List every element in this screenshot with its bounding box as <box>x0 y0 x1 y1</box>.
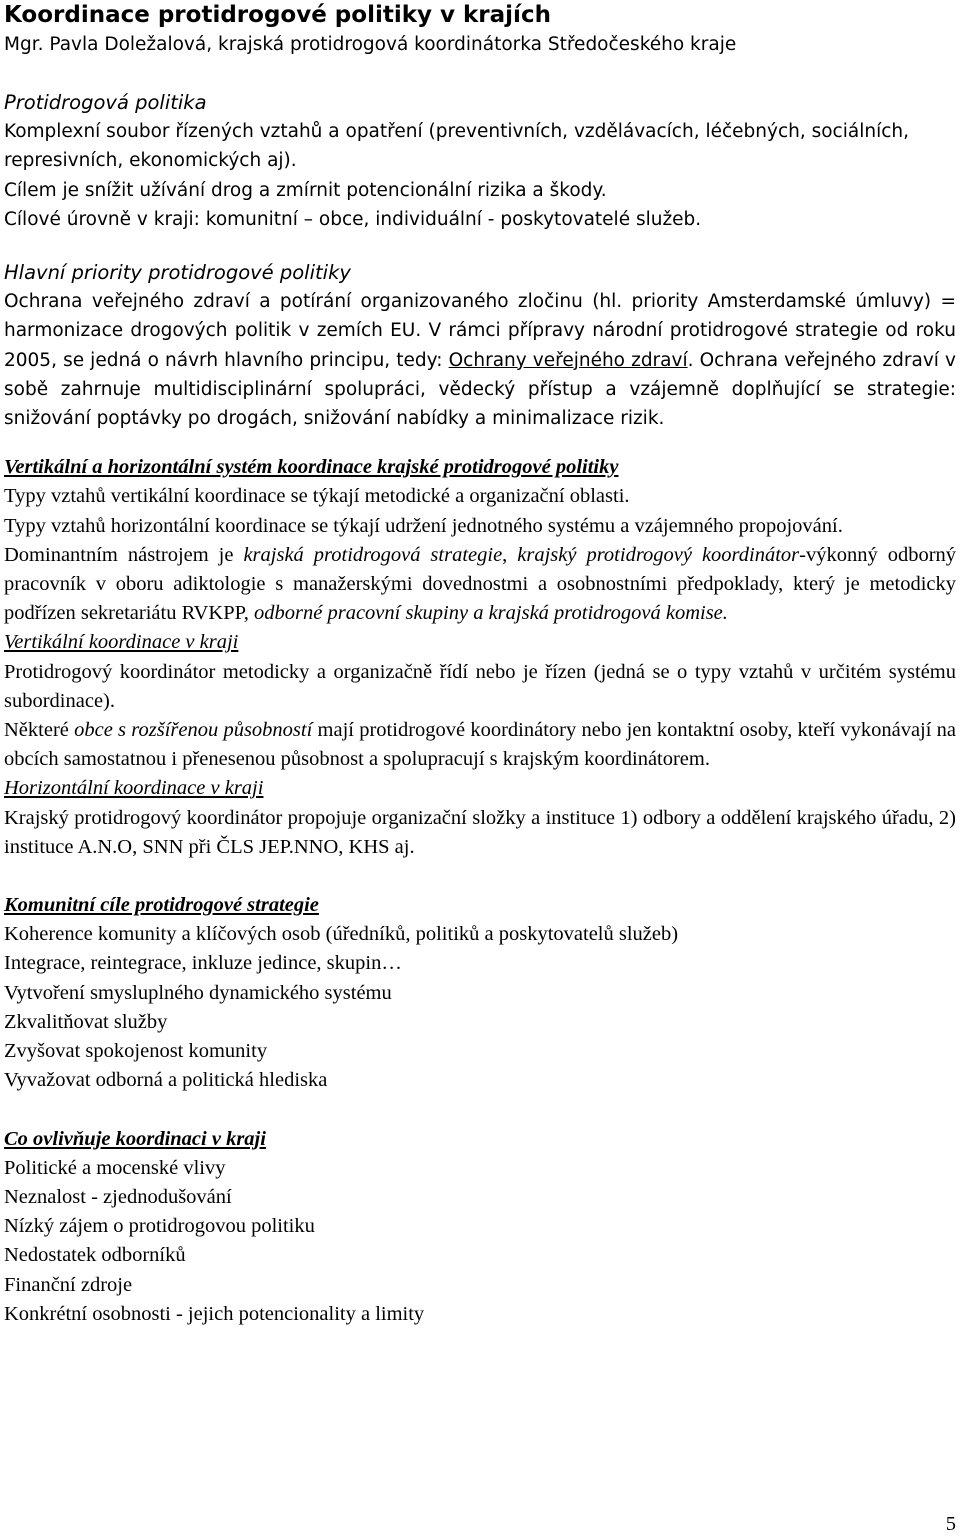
goals-heading: Komunitní cíle protidrogové strategie <box>4 894 319 917</box>
document-page <box>4 0 956 1329</box>
system-heading: Vertikální a horizontální systém koordinace krajské protidrogové politiky <box>4 456 619 479</box>
influence-heading: Co ovlivňuje koordinaci v kraji <box>4 1127 266 1150</box>
priorities-heading: Hlavní priority protidrogové politiky <box>4 261 351 285</box>
system-p3-text-a: Dominantním nástrojem je <box>4 543 244 566</box>
list-item: Integrace, reintegrace, inkluze jedince, skupin… <box>4 952 402 975</box>
system-p3-text-c: , <box>502 543 518 566</box>
list-item: Finanční zdroje <box>4 1273 133 1296</box>
priorities-text-end: . Ochrana veřejného zdraví v sobě zahrnuje multidisciplinární spolupráci, vědecký přístup a vzájemně doplňující se strategie: snižování poptávky po drogách, snižování nabídky a minimalizace rizik. <box>4 349 956 430</box>
page-title: Koordinace protidrogové politiky v krajích <box>4 2 551 28</box>
system-p3-groups: odborné pracovní skupiny a krajská protidrogová komise. <box>254 602 728 625</box>
horizontal-paragraph-1: Krajský protidrogový koordinátor propojuje organizační složky a instituce 1) odbory a oddělení krajského úřadu, 2) instituce A.N.O, SNN při ČLS JEP.NNO, KHS aj. <box>4 806 956 858</box>
list-item: Vytvoření smysluplného dynamického systému <box>4 981 392 1004</box>
influence-list <box>4 1154 956 1329</box>
author-line: Mgr. Pavla Doležalová, krajská protidrogová koordinátorka Středočeského kraje <box>4 34 737 55</box>
list-item: Politické a mocenské vlivy <box>4 1156 226 1179</box>
list-item: Zkvalitňovat služby <box>4 1010 168 1033</box>
list-item: Vyvažovat odborná a politická hlediska <box>4 1069 328 1092</box>
vertical-p2-text-c: mají protidrogové koordinátory nebo jen kontaktní osoby, kteří vykonávají na obcích samostatnou i přenesenou působnost a spolupracují s krajským koordinátorem. <box>4 719 957 771</box>
vertical-p2-text-a: Některé <box>4 719 75 742</box>
system-paragraph-2: Typy vztahů horizontální koordinace se týkají udržení jednotného systému a vzájemného propojování. <box>4 514 843 537</box>
vertical-paragraph-2 <box>4 716 956 774</box>
goals-list <box>4 920 956 1095</box>
policy-paragraph-2: Cílem je snížit užívání drog a zmírnit potencionální rizika a škody. <box>4 179 607 201</box>
policy-heading: Protidrogová politika <box>4 91 207 114</box>
policy-paragraph-3: Cílové úrovně v kraji: komunitní – obce, individuální - poskytovatelé služeb. <box>4 208 702 230</box>
list-item: Nízký zájem o protidrogovou politiku <box>4 1215 315 1238</box>
priorities-paragraph <box>4 287 956 433</box>
system-p3-coordinator: krajský protidrogový koordinátor <box>517 543 800 566</box>
list-item: Nedostatek odborníků <box>4 1244 186 1267</box>
list-item: Neznalost - zjednodušování <box>4 1185 232 1208</box>
list-item: Koherence komunity a klíčových osob (úředníků, politiků a poskytovatelů služeb) <box>4 923 679 946</box>
policy-paragraph-1: Komplexní soubor řízených vztahů a opatření (preventivních, vzdělávacích, léčebných, sociálních, represivních, ekonomických aj). <box>4 121 909 172</box>
public-health-underlined: Ochrany veřejného zdraví <box>448 349 688 371</box>
vertical-paragraph-1: Protidrogový koordinátor metodicky a organizačně řídí nebo je řízen (jedná se o typy vztahů v určitém systému subordinace). <box>4 660 956 712</box>
vertical-heading: Vertikální koordinace v kraji <box>4 631 239 654</box>
system-p3-text-e: -výkonný odborný pracovník v oboru adiktologie s manažerskými dovednostmi a osobnostními předpoklady, který je metodicky podřízen sekretariátu RVKPP, <box>4 543 957 625</box>
system-paragraph-3 <box>4 541 956 629</box>
vertical-p2-municipalities: obce s rozšířenou působností <box>74 719 313 742</box>
list-item: Zvyšovat spokojenost komunity <box>4 1040 268 1063</box>
priorities-text-start: Ochrana veřejného zdraví a potírání organizovaného zločinu (hl. <box>4 291 623 313</box>
list-item: Konkrétní osobnosti - jejich potencionality a limity <box>4 1302 425 1325</box>
system-paragraph-1: Typy vztahů vertikální koordinace se týkají metodické a organizační oblasti. <box>4 485 630 508</box>
page-number: 5 <box>945 1513 956 1535</box>
horizontal-heading: Horizontální koordinace v kraji <box>4 777 264 800</box>
system-p3-strategy: krajská protidrogová strategie <box>243 543 503 566</box>
priorities-text-mid: priority Amsterdamské úmluvy) = harmonizace drogových politik v zemích EU. V rámci přípravy národní protidrogové strategie od roku 2005, se jedná o návrh hlavního principu, tedy: <box>4 291 956 371</box>
